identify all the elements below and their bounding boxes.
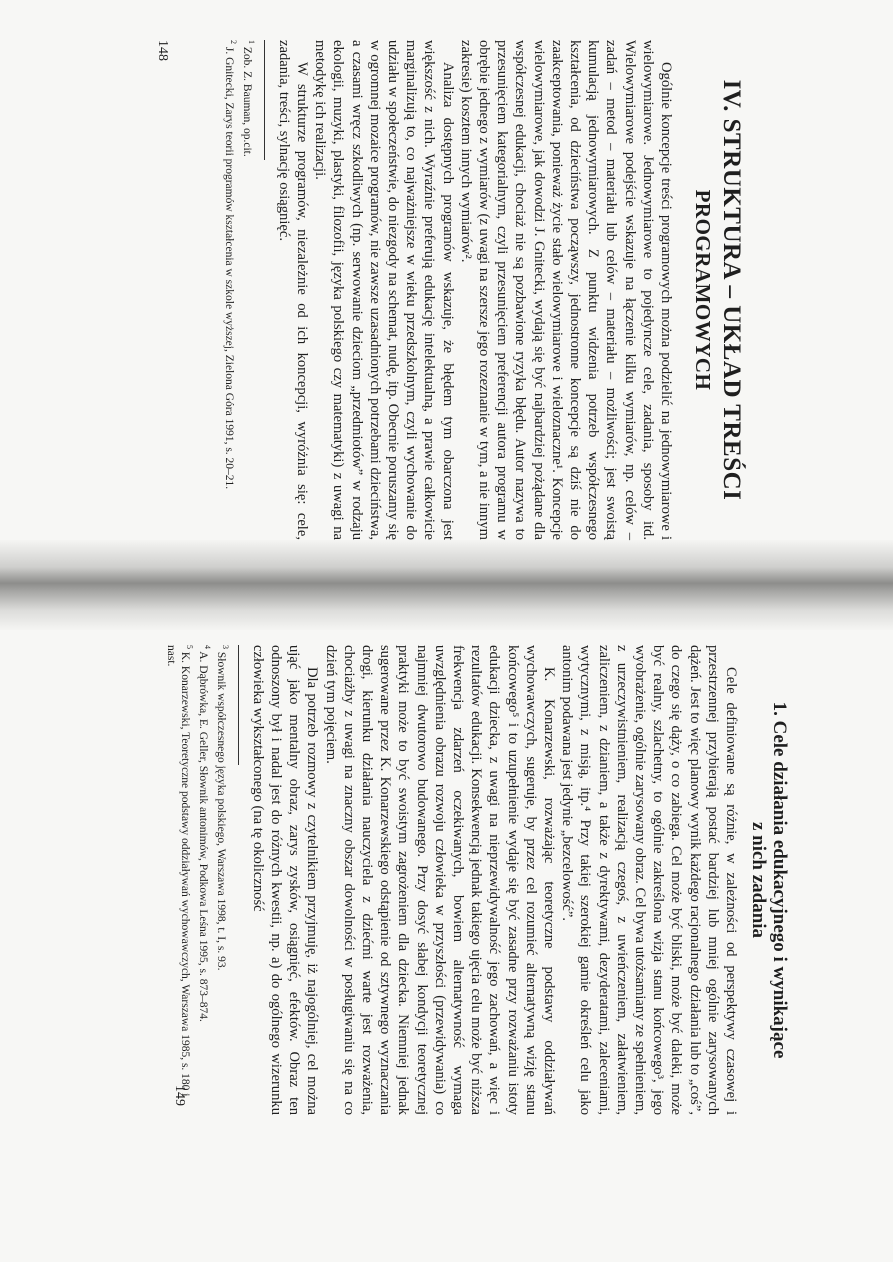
footnote bbox=[196, 645, 214, 1115]
footnote-divider bbox=[264, 40, 265, 160]
chapter-title-line1: IV. STRUKTURA – UKŁAD TREŚCI bbox=[718, 79, 745, 501]
paragraph: Analiza dostępnych programów wskazuje, że błędem tym obarczona jest większość z nich. Wyraźnie preferują edukację intelektualną, a prawie całkowicie marginalizują to, co najważniejsze w wieku przedszkolnym, czyli wychowanie do udziału w społeczeństwie, do niezgody na schemat, nudę, itp. Obecnie poruszamy się w ogromnej mozaice programów, nie zawsze uzasadnionych potrzebami dzieciństwa, a czasami wręcz szkodliwych (np. serwowanie dzieciom „przedmiotów” w rodzaju ekologii, muzyki, plastyki, filozofii, języka polskiego czy matematyki) z uwagi na metodykę ich realizacji. bbox=[312, 40, 456, 540]
page-149 bbox=[150, 645, 790, 1115]
section-title bbox=[748, 645, 790, 1115]
footnote bbox=[240, 40, 258, 540]
chapter-title bbox=[689, 40, 745, 540]
footnote bbox=[222, 40, 240, 540]
page-number: 149 bbox=[172, 1085, 187, 1106]
footnote-number: 1 bbox=[246, 40, 256, 44]
footnote-text: K. Konarzewski, Teoretyczne podstawy oddziaływań wychowawczych, Warszawa 1985, s. 180 i nast. bbox=[165, 645, 192, 1097]
section-title-line1: 1. Cele działania edukacyjnego i wynikające bbox=[769, 701, 790, 1059]
footnote bbox=[214, 645, 232, 1115]
footnote-number: 5 bbox=[184, 645, 194, 649]
page-number: 148 bbox=[155, 40, 170, 61]
paragraph: K. Konarzewski, rozważając teoretyczne podstawy oddziaływań wychowawczych, sugeruje, by przez cel rozumieć alternatywną wizję stanu końcowego⁵ i to uzupełnienie wydaje się być zasadne przy rozważaniu istoty edukacji dziecka, z uwagi na nieprzewidywalność jego zachowań, a więc i rezultatów edukacji. Konsekwencją jednak takiego ujęcia celu może być niższa frekwencja zdarzeń oczekiwanych, bowiem alternatywność wymaga uwzględnienia obrazu rozwoju człowieka w przyszłości (przewidywania) co najmniej dwutorowo budowanego. Przy dosyć słabej kondycji teoretycznej praktyki może to być swoistym zagrożeniem dla dziecka. Niemniej jednak sugerowane przez K. Konarzewskiego odstąpienie od sztywnego wyznaczania drogi, kierunku działania nauczyciela z dziećmi warte jest rozważenia, chociażby z uwagi na znaczny obszar dowolności w posługiwaniu się na co dzień tym pojęciem. bbox=[322, 645, 557, 1115]
paragraph: Ogólnie koncepcje treści programowych można podzielić na jednowymiarowe i wielowymiarowe. Jednowymiarowe to pojedyncze cele, zadania, sposoby itd. Wielowymiarowe podejście wskazuje na łączenie kilku wymiarów, np. celów – zadań – metod – materiału lub celów – materiału – możliwości; jest swoistą kumulacją jednowymiarowych. Z punktu widzenia potrzeb współczesnego kształcenia, od dzieciństwa począwszy, jednostronne koncepcje są dziś nie do zaakceptowania, ponieważ życie stało wielowymiarowe i wieloznaczne¹. Koncepcje wielowymiarowe, jak dowodzi J. Gnitecki, wydają się być najbardziej pożądane dla współczesnej edukacji, chociaż nie są pozbawione ryzyka błędu. Autor nazywa to przesunięciem kategorialnym, czyli przesunięciem preferencji autora programu w obrębie jednego z wymiarów (z uwagi na szersze jego rozeznanie w tym, a nie innym zakresie) kosztem innych wymiarów². bbox=[457, 40, 674, 540]
footnote-text: Zob. Z. Bauman, op.cit. bbox=[240, 46, 253, 157]
chapter-title-line2: PROGRAMOWYCH bbox=[691, 189, 715, 391]
footnote bbox=[164, 645, 196, 1115]
footnote-number: 4 bbox=[202, 645, 212, 649]
book-gutter-shadow bbox=[0, 540, 893, 630]
paragraph: Cele definiowane są różnie, w zależności od perspektywy czasowej i przestrzennej przybierają postać bardziej lub mniej ogólnie zarysowanych dążeń. Jest to więc planowy wynik każdego racjonalnego działania lub to „coś”, do czego się dąży, o co zabiega. Cel może być bliski, może być daleki, może być realny, szlachetny, to ogólnie zakreślona wizja stanu końcowego³, jego wyobrażenie, ogólnie zarysowany obraz. Cel bywa utożsamiany ze spełnieniem, z urzeczywistnieniem, realizacją czegoś, z uwieńczeniem, załatwieniem, zaliczeniem, z dzianiem, a także z dyrektywami, dezyderatami, zaleceniami, wytycznymi, z misją, itp.⁴ Przy takiej szerokiej gamie określeń celu jako antonim podawana jest jedynie „bezcelowość”. bbox=[559, 645, 739, 1115]
section-title-line2: z nich zadania bbox=[748, 821, 769, 939]
paragraph: W strukturze programów, niezależnie od ich koncepcji, wyróżnia się: cele, zadania, treści, sylnację osiągnięć. bbox=[275, 40, 310, 540]
footnote-text: A. Dąbrówka, E. Geller, Słownik antonimów, Podkowa Leśna 1995, s. 873–874. bbox=[196, 651, 209, 1022]
footnote-divider bbox=[238, 645, 239, 765]
footnote-text: J. Gnitecki, Zarys teorii programów kształcenia w szkole wyższej, Zielona Góra 1991, s. 20–21. bbox=[222, 46, 235, 490]
page-148 bbox=[155, 40, 745, 540]
footnote-number: 2 bbox=[228, 40, 238, 44]
footnote-text: Słownik współczesnego języka polskiego, Warszawa 1998, t. I, s. 93. bbox=[214, 651, 227, 971]
footnote-number: 3 bbox=[220, 645, 230, 649]
paragraph: Dla potrzeb rozmowy z czytelnikiem przyjmuję, iż najogólniej, cel można ująć jako mentalny obraz, zarys zysków, osiągnięć, efektów. Obraz ten odnoszony był i nadal jest do różnych kwestii, np. a) do ogólnego wizerunku człowieka wykształconego (na tę okoliczność bbox=[249, 645, 321, 1115]
